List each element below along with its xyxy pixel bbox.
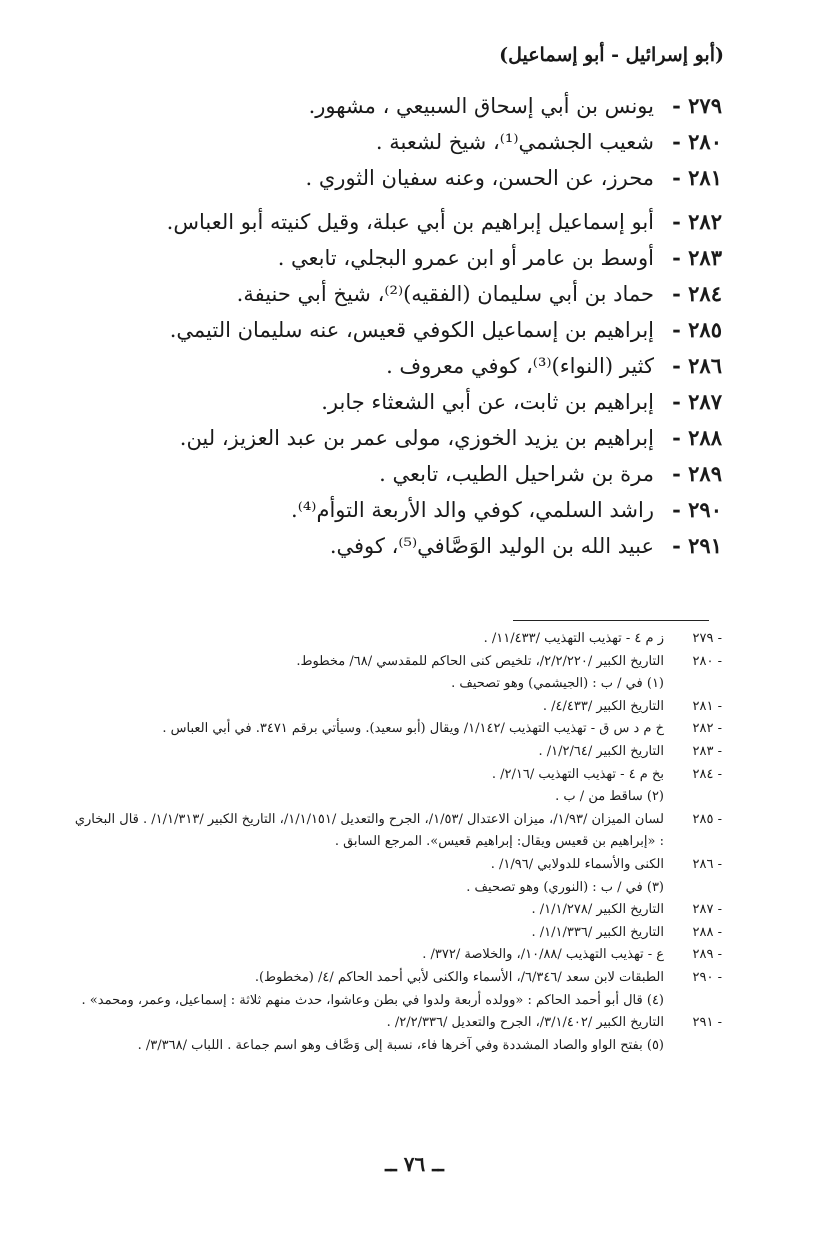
entry-number: ٢٨٩ - [672, 461, 722, 486]
footnote-text: لسان الميزان /١/٩٣/، ميزان الاعتدال /١/٥٣/، الجرح والتعديل /١/١/١٥١/، التاريخ الكبير /١/١/٣١٣/ . قال البخاري : «إبراهيم بن قعيس ويقال: إبراهيم قعيس». المرجع السابق . [74, 811, 664, 850]
footnote-text: (٥) بفتح الواو والصاد المشددة وفي آخرها فاء، نسبة إلى وَصَّاف وهو اسم جماعة . اللباب /٣/٣٦٨/ . [137, 1037, 664, 1053]
entry-text: يونس بن أبي إسحاق السبيعي ، مشهور. [308, 94, 654, 118]
entry-text: كثير (النواء)⁽³⁾، كوفي معروف . [386, 354, 654, 378]
entry-text: أبو إسماعيل إبراهيم بن أبي عبلة، وقيل كنيته أبو العباس. [166, 210, 654, 234]
footnote-text: الطبقات لابن سعد /٦/٣٤٦/، الأسماء والكنى لأبي أحمد الحاكم /٤/ (مخطوط). [254, 969, 664, 985]
entry-text: عبيد الله بن الوليد الوَصَّافي⁽⁵⁾، كوفي. [329, 534, 654, 558]
footnote-text: التاريخ الكبير /٣/١/٤٠٢/، الجرح والتعديل /٢/٢/٣٣٦/ . [386, 1015, 664, 1031]
footnote-row [70, 1012, 722, 1035]
footnote-number: - ٢٨٧ [692, 902, 722, 918]
footnote-text: التاريخ الكبير /١/٢/٦٤/ . [538, 743, 664, 759]
entry-number: ٢٨٠ - [672, 129, 722, 154]
footnote-separator [513, 620, 709, 621]
entry-text: محرز، عن الحسن، وعنه سفيان الثوري . [305, 166, 654, 190]
entry-number: ٢٨١ - [672, 165, 722, 190]
entry-number: ٢٨٧ - [672, 389, 722, 414]
footnote-row [70, 922, 722, 945]
footnote-row [70, 944, 722, 967]
footnote-row [70, 673, 722, 696]
entry-number: ٢٩١ - [672, 533, 722, 558]
footnote-text: التاريخ الكبير /٤/٤٣٣/ . [542, 698, 664, 714]
entry-number: ٢٨٨ - [672, 425, 722, 450]
footnote-row [70, 1035, 722, 1058]
entry-text: شعيب الجشمي⁽¹⁾، شيخ لشعبة . [375, 130, 654, 154]
footnote-text: (٢) ساقط من / ب . [555, 789, 664, 805]
footnote-number: - ٢٨٣ [692, 743, 722, 759]
footnote-row [70, 990, 722, 1013]
footnote-row [70, 854, 722, 877]
footnote-text: ع - تهذيب التهذيب /١٠/٨٨/، والخلاصة /٣٧٢/ . [422, 947, 664, 963]
footnote-text: (٤) قال أبو أحمد الحاكم : «وولده أربعة ولدوا في بطن وعاشوا، حدث منهم ثلاثة : إسماعيل، وعمر، ومحمد» . [81, 992, 664, 1008]
footnote-number: - ٢٩١ [692, 1015, 722, 1031]
entry-row [60, 276, 722, 312]
entry-row [60, 420, 722, 456]
footnote-row [70, 764, 722, 787]
entry-number: ٢٩٠ - [672, 497, 722, 522]
footnote-text: التاريخ الكبير /١/١/٢٧٨/ . [531, 902, 664, 918]
footnote-number: - ٢٨٢ [692, 721, 722, 737]
entry-text: راشد السلمي، كوفي والد الأربعة التوأم⁽⁴⁾. [291, 498, 654, 522]
footnote-row [70, 877, 722, 900]
running-head: (أبو إسرائيل - أبو إسماعيل) [499, 44, 724, 66]
footnote-text: التاريخ الكبير /٢/٢/٢٢٠/، تلخيص كنى الحاكم للمقدسي /٦٨/ مخطوط. [296, 653, 664, 669]
footnotes-list [70, 628, 722, 1057]
page-number: ــ ٧٦ ــ [385, 1152, 444, 1176]
entry-text: إبراهيم بن ثابت، عن أبي الشعثاء جابر. [321, 390, 654, 414]
footnote-row [70, 899, 722, 922]
footnote-row [70, 741, 722, 764]
entry-row [60, 88, 722, 124]
entry-row [60, 240, 722, 276]
entry-number: ٢٨٤ - [672, 281, 722, 306]
footnote-number: - ٢٨٩ [692, 947, 722, 963]
entry-row [60, 492, 722, 528]
footnote-number: - ٢٨٦ [692, 856, 722, 872]
footnote-row [70, 809, 722, 854]
entry-number: ٢٨٣ - [672, 245, 722, 270]
entry-number: ٢٨٦ - [672, 353, 722, 378]
footnote-row [70, 651, 722, 674]
entry-number: ٢٧٩ - [672, 93, 722, 118]
footnote-number: - ٢٨٤ [692, 766, 722, 782]
entry-text: أوسط بن عامر أو ابن عمرو البجلي، تابعي . [277, 246, 654, 270]
entry-text: إبراهيم بن إسماعيل الكوفي قعيس، عنه سليمان التيمي. [169, 318, 654, 342]
footnote-text: ز م ٤ - تهذيب التهذيب /١١/٤٣٣/ . [483, 631, 664, 646]
footnote-number: - ٢٩٠ [692, 969, 722, 985]
entry-text: مرة بن شراحيل الطيب، تابعي . [379, 462, 654, 486]
entry-row [60, 204, 722, 240]
entries-list [60, 88, 722, 564]
footnote-text: الكنى والأسماء للدولابي /١/٩٦/ . [490, 856, 664, 872]
entry-row [60, 312, 722, 348]
entry-row [60, 528, 722, 564]
entry-text: إبراهيم بن يزيد الخوزي، مولى عمر بن عبد العزيز، لين. [179, 426, 654, 450]
entry-number: ٢٨٥ - [672, 317, 722, 342]
entry-row [60, 124, 722, 160]
footnote-number: - ٢٨٨ [692, 924, 722, 940]
entry-row [60, 160, 722, 196]
footnote-row [70, 696, 722, 719]
entry-row [60, 456, 722, 492]
entry-row [60, 348, 722, 384]
entry-number: ٢٨٢ - [672, 209, 722, 234]
footnote-text: خ م د س ق - تهذيب التهذيب /١/١٤٢/ ويقال (أبو سعيد). وسيأتي برقم ٣٤٧١. في أبي العباس . [162, 721, 664, 737]
footnote-text: بخ م ٤ - تهذيب التهذيب /٢/١٦/ . [491, 766, 664, 782]
footnote-text: التاريخ الكبير /١/١/٣٣٦/ . [531, 924, 664, 940]
footnote-row [70, 967, 722, 990]
footnote-number: - ٢٨٠ [692, 653, 722, 669]
footnote-number: - ٢٧٩ [692, 631, 722, 646]
footnote-number: - ٢٨١ [692, 698, 722, 714]
footnote-number: - ٢٨٥ [692, 811, 722, 827]
footnote-text: (٣) في / ب : (النوري) وهو تصحيف . [466, 879, 664, 895]
footnote-row [70, 718, 722, 741]
footnote-row [70, 628, 722, 651]
entry-row [60, 384, 722, 420]
entry-text: حماد بن أبي سليمان (الفقيه)⁽²⁾، شيخ أبي حنيفة. [236, 282, 654, 306]
footnote-row [70, 786, 722, 809]
footnote-text: (١) في / ب : (الجيشمي) وهو تصحيف . [451, 676, 664, 692]
